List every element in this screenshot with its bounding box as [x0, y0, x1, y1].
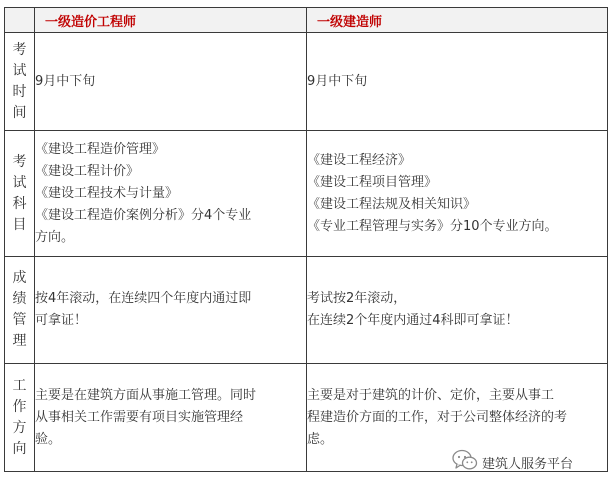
row-label-score-management	[5, 257, 35, 364]
label-char: 方	[12, 419, 27, 436]
cell-line: 《建设工程项目管理》	[307, 174, 438, 190]
cell-line: 验。	[35, 431, 62, 447]
label-char: 理	[12, 333, 27, 349]
cost-engineer-exam-subjects	[35, 131, 307, 257]
cell-line: 考试按2年滚动，	[307, 291, 407, 306]
cell-line: 可拿证！	[35, 313, 88, 328]
wechat-icon	[452, 449, 478, 475]
label-char: 目	[12, 216, 27, 233]
table-row-exam-subjects	[5, 131, 608, 257]
label-char: 考	[12, 41, 27, 58]
label-char: 考	[12, 153, 27, 170]
header-cost-engineer: 一级造价工程师	[35, 8, 307, 33]
cell-line: 按4年滚动，在连续四个年度内通过即	[35, 291, 252, 306]
label-char: 试	[12, 62, 27, 79]
cell-line: 《建设工程造价案例分析》分4个专业	[35, 207, 252, 223]
row-label-exam-subjects	[5, 131, 35, 257]
comparison-table	[4, 7, 608, 472]
cell-line: 程建造价方面的工作，对于公司整体经济的考	[307, 409, 568, 425]
watermark	[452, 450, 573, 474]
cell-line: 9月中下旬	[35, 73, 96, 89]
constructor-exam-time	[307, 33, 608, 131]
watermark-text: 建筑人服务平台	[482, 456, 574, 472]
label-char: 作	[12, 398, 27, 415]
label-char: 绩	[12, 291, 27, 307]
cell-line: 《建设工程计价》	[35, 163, 140, 179]
label-char: 间	[12, 104, 27, 121]
cell-line: 《建设工程经济》	[307, 152, 412, 168]
row-label-work-direction	[5, 364, 35, 472]
cell-line: 方向。	[35, 229, 75, 245]
constructor-exam-subjects	[307, 131, 608, 257]
cell-line: 《建设工程造价管理》	[35, 141, 166, 157]
table-row-score-management	[5, 257, 608, 364]
cell-line: 在连续2个年度内通过4科即可拿证！	[307, 313, 519, 328]
header-constructor: 一级建造师	[307, 8, 608, 33]
label-char: 成	[12, 270, 27, 286]
table-header-row	[5, 8, 608, 33]
row-label-exam-time	[5, 33, 35, 131]
label-char: 向	[12, 440, 27, 457]
cell-line: 《建设工程法规及相关知识》	[307, 196, 477, 212]
label-char: 试	[12, 174, 27, 191]
label-char: 科	[12, 195, 27, 212]
cost-engineer-exam-time	[35, 33, 307, 131]
cost-engineer-score-management	[35, 257, 307, 364]
cell-line: 虑。	[307, 431, 334, 447]
header-corner-cell	[5, 8, 35, 33]
cell-line: 《专业工程管理与实务》分10个专业方向。	[307, 218, 558, 234]
label-char: 时	[12, 83, 27, 100]
constructor-score-management	[307, 257, 608, 364]
cell-line: 从事相关工作需要有项目实施管理经	[35, 409, 244, 425]
cell-line: 《建设工程技术与计量》	[35, 185, 179, 201]
cell-line: 主要是对于建筑的计价、定价，主要从事工	[307, 387, 555, 403]
cell-line: 9月中下旬	[307, 73, 368, 89]
cell-line: 主要是在建筑方面从事施工管理。同时	[35, 387, 257, 403]
label-char: 工	[12, 377, 27, 394]
label-char: 管	[12, 312, 27, 328]
table-row-exam-time	[5, 33, 608, 131]
cost-engineer-work-direction	[35, 364, 307, 472]
